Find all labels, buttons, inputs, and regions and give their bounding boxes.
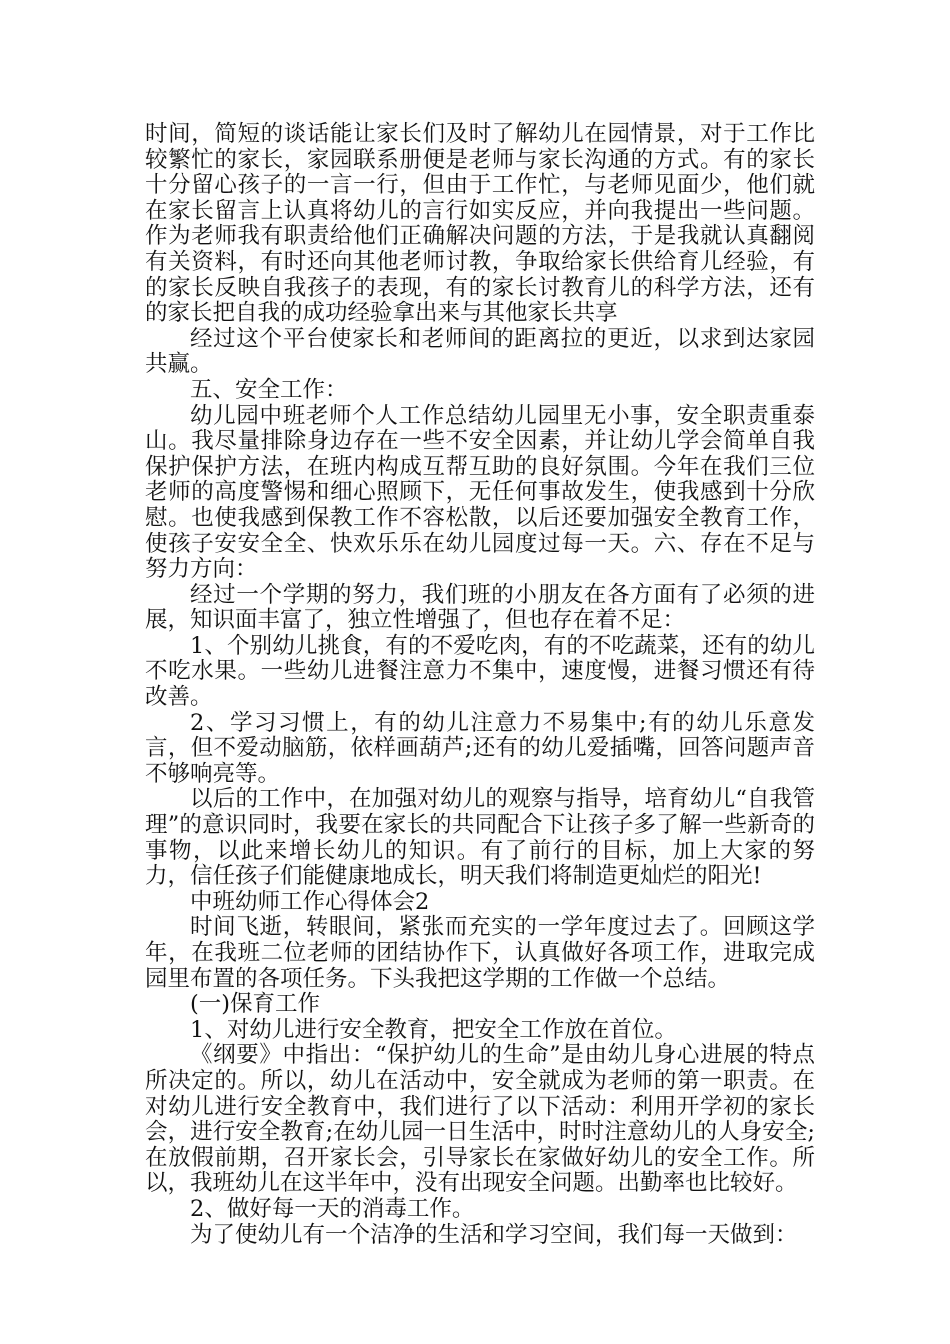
paragraph-year-review: 时间飞逝，转眼间，紧张而充实的一学年度过去了。回顾这学年，在我班二位老师的团结协作下，认真做好各项工作，进取完成园里布置的各项任务。下头我把这学期的工作做一个总结。 (145, 914, 815, 992)
document-body (145, 122, 815, 1248)
subheading-safety-education: 1、对幼儿进行安全教育，把安全工作放在首位。 (190, 1016, 677, 1043)
list-item-study-habits: 2、学习习惯上，有的幼儿注意力不易集中;有的幼儿乐意发言，但不爱动脑筋，依样画葫芦;还有的幼儿爱插嘴，回答问题声音不够响亮等。 (145, 709, 815, 787)
list-item-picky-eating: 1、个别幼儿挑食，有的不爱吃肉，有的不吃蔬菜，还有的幼儿不吃水果。一些幼儿进餐注意力不集中，速度慢，进餐习惯还有待改善。 (145, 632, 815, 711)
paragraph-clean-environment: 为了使幼儿有一个洁净的生活和学习空间，我们每一天做到： (190, 1221, 798, 1248)
paragraph-safety-work: 幼儿园中班老师个人工作总结幼儿园里无小事，安全职责重泰山。我尽量排除身边存在一些不安全因素，并让幼儿学会简单自我保护保护方法，在班内构成互帮互助的良好氛围。今年在我们三位老师的高度警惕和细心照顾下，无任何事故发生，使我感到十分欣慰。也使我感到保教工作不容松散，以后还要加强安全教育工作，使孩子安安全全、快欢乐乐在幼儿园度过每一天。六、存在不足与努力方向： (145, 402, 815, 583)
section-heading-safety: 五、安全工作： (190, 376, 348, 403)
section-heading-childcare: (一)保育工作 (190, 991, 321, 1018)
paragraph-future-work: 以后的工作中，在加强对幼儿的观察与指导，培育幼儿“自我管理”的意识同时，我要在家长的共同配合下让孩子多了解一些新奇的事物，以此来增长幼儿的知识。有了前行的目标，加上大家的努力，信任孩子们能健康地成长，明天我们将制造更灿烂的阳光! (145, 786, 815, 890)
subheading-disinfection: 2、做好每一天的消毒工作。 (190, 1195, 475, 1222)
paragraph-guideline-safety: 《纲要》中指出：“保护幼儿的生命”是由幼儿身心进展的特点所决定的。所以，幼儿在活动中，安全就成为老师的第一职责。在对幼儿进行安全教育中，我们进行了以下活动：利用开学初的家长会，进行安全教育;在幼儿园一日生活中，时时注意幼儿的人身安全;在放假前期，召开家长会，引导家长在家做好幼儿的安全工作。所以，我班幼儿在这半年中，没有出现安全问题。出勤率也比较好。 (145, 1042, 815, 1197)
paragraph-parent-communication: 时间，简短的谈话能让家长们及时了解幼儿在园情景，对于工作比较繁忙的家长，家园联系册便是老师与家长沟通的方式。有的家长十分留心孩子的一言一行，但由于工作忙，与老师见面少，他们就在家长留言上认真将幼儿的言行如实反应，并向我提出一些问题。作为老师我有职责给他们正确解决问题的方法，于是我就认真翻阅有关资料，有时还向其他老师讨教，争取给家长供给育儿经验，有的家长反映自我孩子的表现，有的家长讨教育儿的科学方法，还有的家长把自我的成功经验拿出来与其他家长共享 (145, 121, 815, 327)
section-title-experience-2: 中班幼师工作心得体会2 (190, 888, 430, 915)
paragraph-home-school-win: 经过这个平台使家长和老师间的距离拉的更近，以求到达家园共赢。 (145, 325, 815, 378)
paragraph-semester-progress: 经过一个学期的努力，我们班的小朋友在各方面有了必须的进展，知识面丰富了，独立性增强了，但也存在着不足： (145, 581, 815, 634)
